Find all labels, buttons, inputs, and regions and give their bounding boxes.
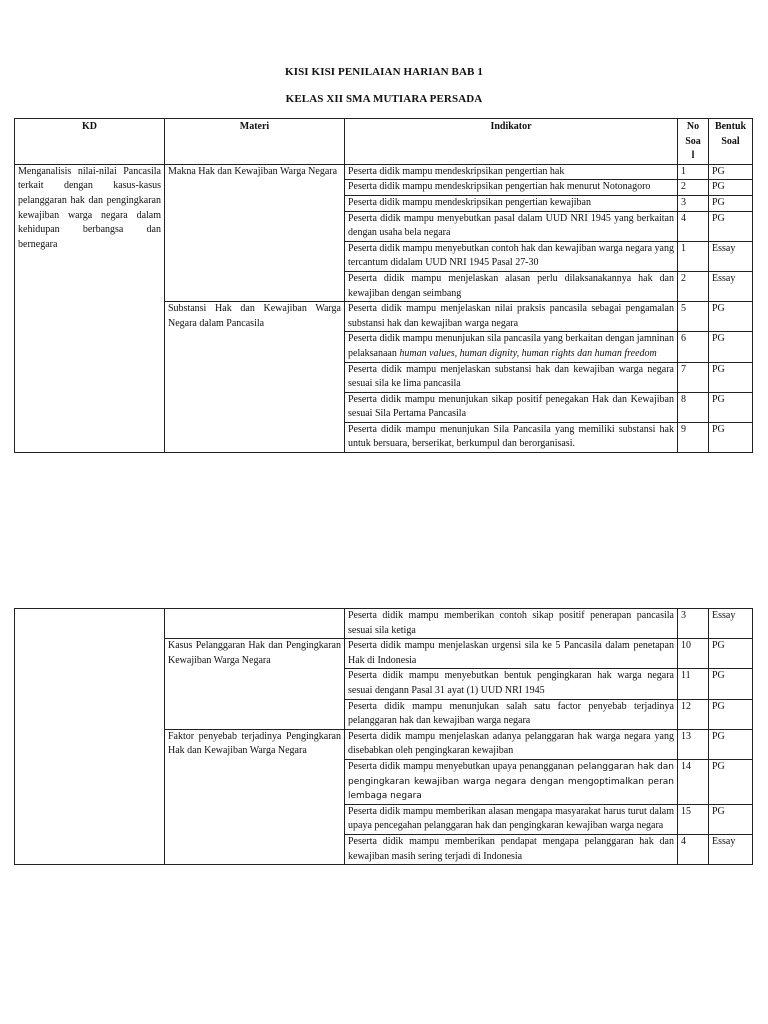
no-soal-cell: 4 xyxy=(678,834,709,864)
header-no-soal: No Soa l xyxy=(678,119,709,165)
no-soal-cell: 14 xyxy=(678,759,709,804)
bentuk-soal-cell: PG xyxy=(709,195,753,211)
table-row xyxy=(15,164,753,180)
header-bentuk-soal: Bentuk Soal xyxy=(709,119,753,165)
indikator-cell: Peserta didik mampu menjelaskan substansi hak dan kewajiban warga negara sesuai sila ke lima pancasila xyxy=(345,362,678,392)
bentuk-soal-cell: PG xyxy=(709,669,753,699)
no-soal-cell: 2 xyxy=(678,271,709,301)
no-soal-cell: 2 xyxy=(678,180,709,196)
bentuk-soal-cell: PG xyxy=(709,164,753,180)
indikator-cell: Peserta didik mampu menjelaskan adanya pelanggaran hak warga negara yang disebabkan oleh pengingkaran kewajiban xyxy=(345,729,678,759)
kd-cell: Menganalisis nilai-nilai Pancasila terkait dengan kasus-kasus pelanggaran hak dan pengingkaran kewajiban warga negara dalam kehidupan berbangsa dan bernegara xyxy=(15,164,165,452)
bentuk-soal-cell: Essay xyxy=(709,271,753,301)
bentuk-soal-cell: PG xyxy=(709,639,753,669)
indikator-cell: Peserta didik mampu mendeskripsikan pengertian hak xyxy=(345,164,678,180)
no-soal-cell: 10 xyxy=(678,639,709,669)
bentuk-soal-cell: PG xyxy=(709,392,753,422)
indikator-cell: Peserta didik mampu memberikan pendapat mengapa pelanggaran hak dan kewajiban masih sering terjadi di Indonesia xyxy=(345,834,678,864)
bentuk-soal-cell: Essay xyxy=(709,609,753,639)
no-soal-cell: 1 xyxy=(678,241,709,271)
no-soal-cell: 1 xyxy=(678,164,709,180)
bentuk-soal-cell: Essay xyxy=(709,241,753,271)
bentuk-soal-cell: PG xyxy=(709,699,753,729)
header-kd: KD xyxy=(15,119,165,165)
document-subtitle: KELAS XII SMA MUTIARA PERSADA xyxy=(285,93,483,105)
materi-cell: Kasus Pelanggaran Hak dan Pengingkaran Kewajiban Warga Negara xyxy=(165,639,345,730)
bentuk-soal-cell: PG xyxy=(709,804,753,834)
bentuk-soal-cell: PG xyxy=(709,362,753,392)
indikator-cell: Peserta didik mampu menyebutkan contoh hak dan kewajiban warga negara yang tercantum didalam UUD NRI 1945 Pasal 27-30 xyxy=(345,241,678,271)
kisi-kisi-table-page-2 xyxy=(14,608,753,865)
header-materi: Materi xyxy=(165,119,345,165)
header-indikator: Indikator xyxy=(345,119,678,165)
indikator-cell: Peserta didik mampu menunjukan Sila Pancasila yang memiliki substansi hak untuk bersuara, berserikat, berkumpul dan berorganisasi. xyxy=(345,422,678,452)
document-title: KISI KISI PENILAIAN HARIAN BAB 1 xyxy=(285,66,483,78)
indikator-cell: Peserta didik mampu menyebutkan pasal dalam UUD NRI 1945 yang berkaitan dengan usaha bela negara xyxy=(345,211,678,241)
no-soal-cell: 8 xyxy=(678,392,709,422)
no-soal-cell: 3 xyxy=(678,195,709,211)
indikator-cell: Peserta didik mampu memberikan contoh sikap positif penerapan pancasila sesuai sila ketiga xyxy=(345,609,678,639)
no-soal-cell: 3 xyxy=(678,609,709,639)
materi-cell: Makna Hak dan Kewajiban Warga Negara xyxy=(165,164,345,301)
indikator-cell: Peserta didik mampu menjelaskan alasan perlu dilaksanakannya hak dan kewajiban dengan seimbang xyxy=(345,271,678,301)
materi-cell: Substansi Hak dan Kewajiban Warga Negara dalam Pancasila xyxy=(165,302,345,453)
indikator-cell: Peserta didik mampu menunjukan sikap positif penegakan Hak dan Kewajiban sesuai Sila Pertama Pancasila xyxy=(345,392,678,422)
no-soal-cell: 6 xyxy=(678,332,709,362)
indikator-cell: Peserta didik mampu menyebutkan upaya penangganan pelanggaran hak dan pengingkaran kewajiban warga negara dengan mengoptimalkan peran lembaga negara xyxy=(345,759,678,804)
no-soal-cell: 12 xyxy=(678,699,709,729)
bentuk-soal-cell: PG xyxy=(709,211,753,241)
bentuk-soal-cell: PG xyxy=(709,180,753,196)
kisi-kisi-table-page-1 xyxy=(14,118,753,453)
no-soal-cell: 9 xyxy=(678,422,709,452)
bentuk-soal-cell: PG xyxy=(709,332,753,362)
table-row xyxy=(15,609,753,639)
indikator-cell: Peserta didik mampu menjelaskan urgensi sila ke 5 Pancasila dalam penetapan Hak di Indonesia xyxy=(345,639,678,669)
indikator-cell: Peserta didik mampu menunjukan salah satu factor penyebab terjadinya pelanggaran hak dan kewajiban warga negara xyxy=(345,699,678,729)
header-row xyxy=(15,119,753,165)
no-soal-cell: 15 xyxy=(678,804,709,834)
no-soal-cell: 7 xyxy=(678,362,709,392)
bentuk-soal-cell: PG xyxy=(709,729,753,759)
indikator-cell: Peserta didik mampu memberikan alasan mengapa masyarakat harus turut dalam upaya pencegahan pelanggaran hak dan pengingkaran kewajiban warga negara xyxy=(345,804,678,834)
indikator-cell: Peserta didik mampu menunjukan sila pancasila yang berkaitan dengan jamninan pelaksanaan human values, human dignity, human rights dan human freedom xyxy=(345,332,678,362)
no-soal-cell: 4 xyxy=(678,211,709,241)
indikator-cell: Peserta didik mampu menjelaskan nilai praksis pancasila sebagai pengamalan substansi hak dan kewajiban warga negara xyxy=(345,302,678,332)
bentuk-soal-cell: Essay xyxy=(709,834,753,864)
materi-cell: Faktor penyebab terjadinya Pengingkaran Hak dan Kewajiban Warga Negara xyxy=(165,729,345,864)
indikator-cell: Peserta didik mampu mendeskripsikan pengertian hak menurut Notonagoro xyxy=(345,180,678,196)
materi-cell-empty xyxy=(165,609,345,639)
kd-cell-empty xyxy=(15,609,165,865)
no-soal-cell: 5 xyxy=(678,302,709,332)
indikator-cell: Peserta didik mampu menyebutkan bentuk pengingkaran hak warga negara sesuai dengann Pasal 31 ayat (1) UUD NRI 1945 xyxy=(345,669,678,699)
indikator-cell: Peserta didik mampu mendeskripsikan pengertian kewajiban xyxy=(345,195,678,211)
no-soal-cell: 11 xyxy=(678,669,709,699)
bentuk-soal-cell: PG xyxy=(709,422,753,452)
bentuk-soal-cell: PG xyxy=(709,302,753,332)
no-soal-cell: 13 xyxy=(678,729,709,759)
bentuk-soal-cell: PG xyxy=(709,759,753,804)
